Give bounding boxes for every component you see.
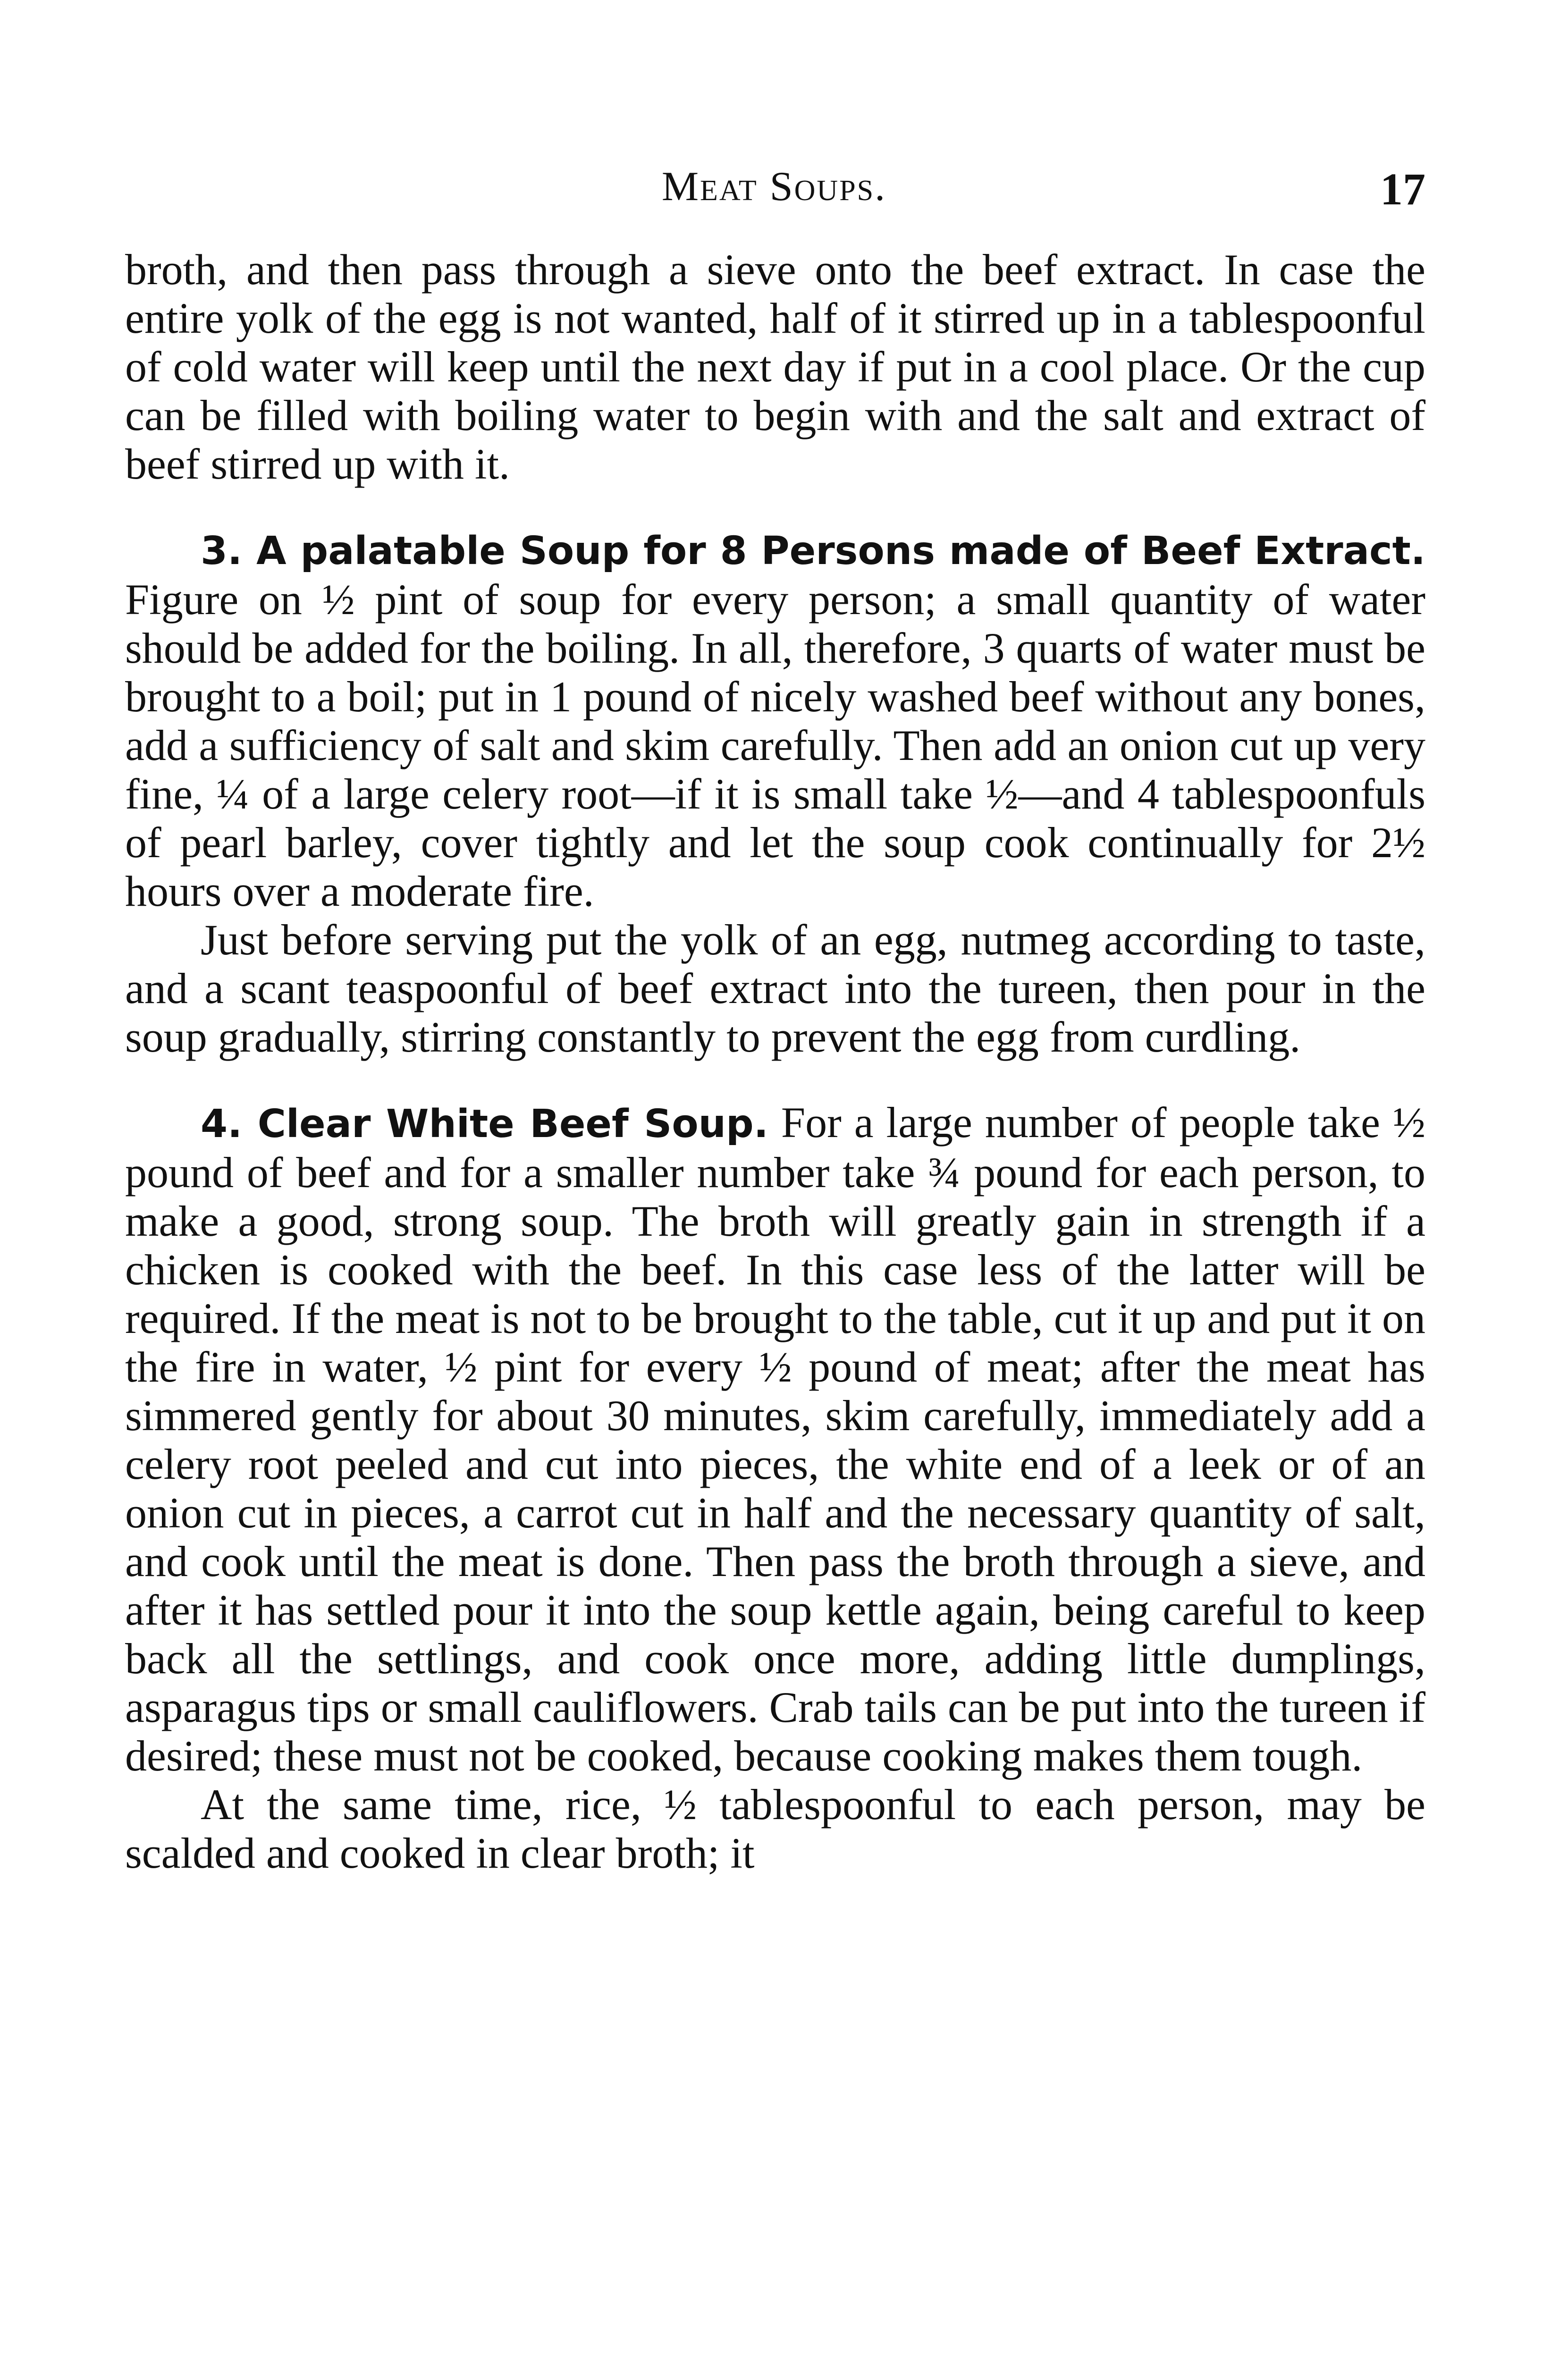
recipe-4-text: For a large number of people take ½ pound of beef and for a smaller number take ¾ pound for each person, to make a good, strong soup. The broth will greatly gain in strength if a chicken is cooked with the beef. In this case less of the latter will be required. If the meat is not to be brought to the table, cut it up and put it on the fire in water, ½ pint for every ½ pound of meat; after the meat has simmered gently for about 30 minutes, skim carefully, immediately add a celery root peeled and cut into pieces, the white end of a leek or of an onion cut in pieces, a carrot cut in half and the necessary quantity of salt, and cook until the meat is done. Then pass the broth through a sieve, and after it has settled pour it into the soup kettle again, being careful to keep back all the settlings, and cook once more, adding little dumplings, asparagus tips or small cauliflowers. Crab tails can be put into the tureen if desired; these must not be cooked, because cooking makes them tough. [125,1098,1425,1780]
paragraph-text: At the same time, rice, ½ tablespoonful to each person, may be scalded and cooked in clear broth; it [125,1780,1425,1877]
rice-paragraph [125,1780,1425,1878]
recipe-3-serving-paragraph [125,916,1425,1062]
paragraph-text: broth, and then pass through a sieve onto the beef extract. In case the entire yolk of the egg is not wanted, half of it stirred up in a tablespoonful of cold water will keep until the next day if put in a cool place. Or the cup can be filled with boiling water to begin with and the salt and extract of beef stirred up with it. [125,245,1425,488]
page-number: 17 [1380,164,1425,214]
recipe-4-title: 4. Clear White Beef Soup. [201,1102,768,1146]
recipe-3-paragraph [125,525,1425,916]
recipe-3-text: Figure on ½ pint of soup for every person; a small quantity of water should be added for the boiling. In all, therefore, 3 quarts of water must be brought to a boil; put in 1 pound of nicely washed beef without any bones, add a sufficiency of salt and skim carefully. Then add an onion cut up very fine, ¼ of a large celery root—if it is small take ½—and 4 tablespoonfuls of pearl barley, cover tightly and let the soup cook continually for 2½ hours over a moderate fire. [125,575,1425,915]
paragraph-text: Just before serving put the yolk of an egg, nutmeg according to taste, and a scant teaspoonful of beef extract into the tureen, then pour in the soup gradually, stirring constantly to prevent the egg from curdling. [125,916,1425,1061]
page-header [123,163,1425,219]
paragraph-continued-broth [125,245,1425,489]
recipe-3-title: 3. A palatable Soup for 8 Persons made of Beef Extract. [201,529,1425,573]
recipe-4-paragraph [125,1098,1425,1780]
running-title: Meat Soups. [661,164,887,210]
page-content [125,245,1425,1878]
